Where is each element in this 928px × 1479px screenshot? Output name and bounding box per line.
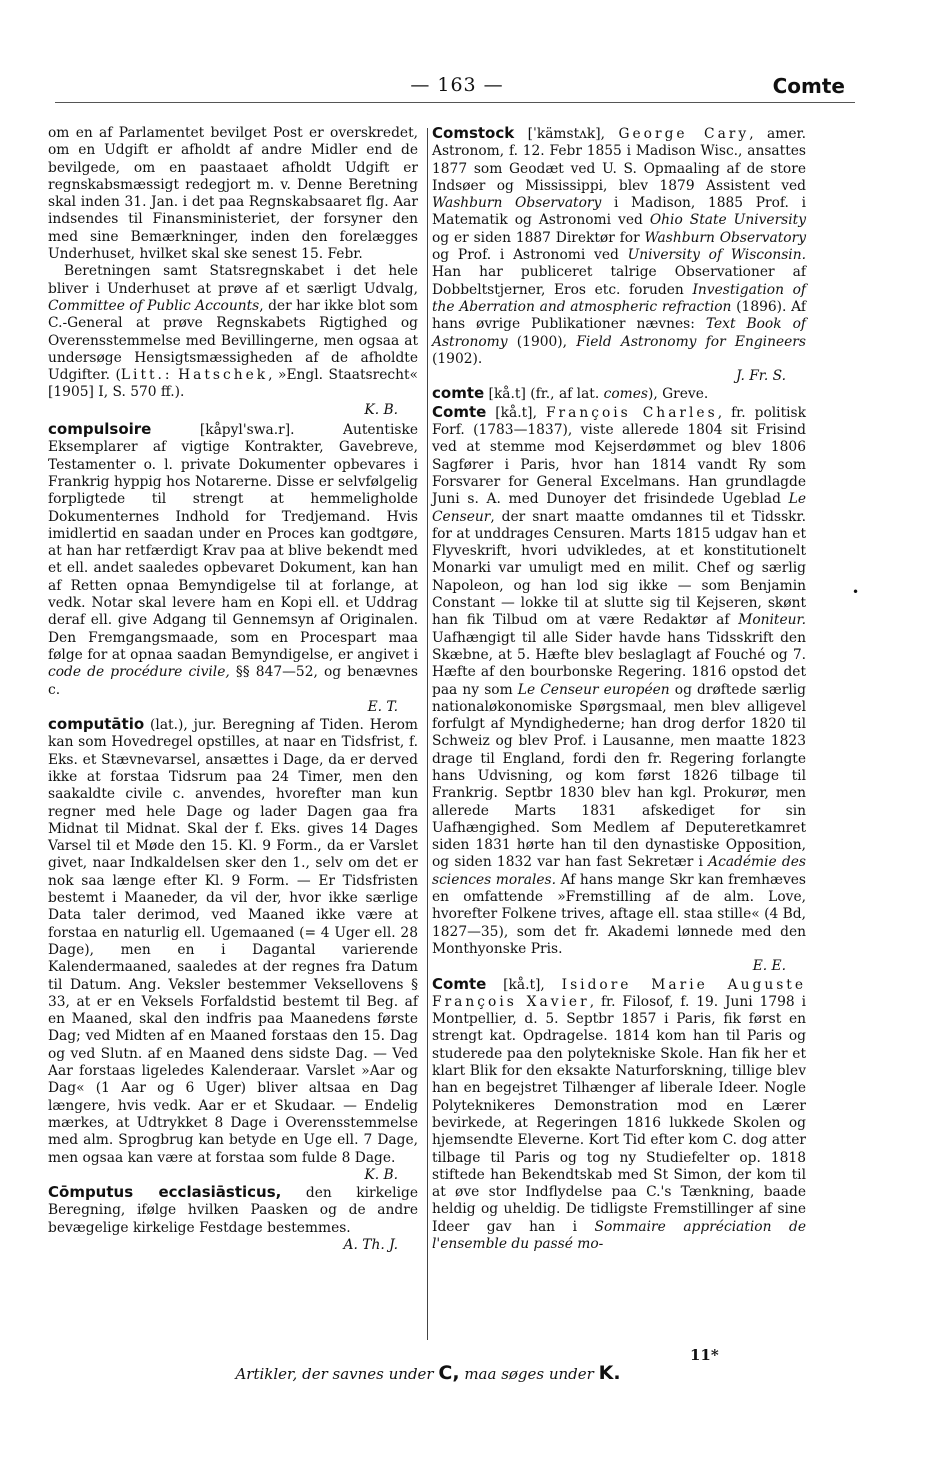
dictionary-entry (432, 404, 806, 976)
entry-text: Af hans mange Skr kan fremhæves en omfattende »Fremstilling af de alm. Love, hvorefter Folkene trives, aftage ell. staa stille« (4 Bd, 1827—35), som det fr. Akademi lønnede med den Monthyonske Pris. (432, 871, 806, 957)
headword: Cōmputus ecclasiāsticus, (48, 1183, 282, 1202)
paragraph-text: om en af Parlamentet bevilget Post er overskredet, om en Udgift er afholdt af andre Midler end de bevilgede, om en paastaaet afholdt Udgift er regnskabsmæssigt redegjort m. v. Denne Beretning skal inden 31. Jan. i det paa Regnskabsaaret flg. Aar indsendes til Finansministeriet, der forsyner den med sine Bemærkninger, inden den forelægges Underhuset, hvilket skal ske senest 15. Febr. (48, 125, 418, 263)
dictionary-entry (432, 976, 806, 1254)
author-signature: K. B. (364, 401, 398, 418)
entry-text: den kirkelige Beregning, ifølge hvilken Paasken og de andre bevægelige kirkelige Festdage bestemmes. (48, 1185, 418, 1236)
page-number: — 163 — (410, 74, 504, 96)
footer-text: maa søges under (459, 1365, 599, 1383)
paragraph-text: , der har ikke blot som C.-General at prøve Regnskabets Rigtighed og Overensstemmelse med Bevillingerne, men ogsaa at undersøge Hensigtsmæssigheden af de afholdte Udgifter. ( (48, 297, 418, 384)
entry-text: , fr. Filosof, f. 19. Juni 1798 i Montpellier, d. 5. Septbr 1857 i Paris, fik først en strengt kat. Opdragelse. 1814 kom han til Paris og studerede paa den polytekniske Skole. Han fik her et klart Blik for den eksakte Naturforskning, tillige blev han en begejstret Tilhænger af liberale Ideer. Nogle Polyteknikeres Demonstration mod en Lærer bevirkede, at Regeringen 1816 lukkede Skolen og hjemsendte Eleverne. Kort Tid efter kom C. dog atter tilbage til Paris og tog ny Studiefelter op. 1818 stiftede han Bekendtskab med St Simon, der kom til at øve stor Indflydelse paa C.'s Tænkning, baade heldig og uheldig. De tidligste Fremstillinger af sine Ideer gav han i (432, 993, 806, 1235)
footer-letter: C, (438, 1362, 460, 1384)
paragraph-text: , »Engl. Staatsrecht« [1905] I, S. 570 ff.). (48, 367, 418, 401)
entry-text: , amer. Astronom, f. 12. Febr 1855 i Madison Wisc., ansattes 1877 som Geodæt ved U. S. Opmaaling af de store Indsøer og Mississippi, blev 1879 Assistent ved (432, 126, 806, 194)
page-header (55, 66, 855, 103)
column-divider (427, 128, 428, 1340)
entry-text: Han har publiceret talrige Observationer af Dobbeltstjerner, Eros etc. foruden (432, 264, 806, 298)
italic-term: University of Wisconsin. (627, 247, 806, 264)
headword: computātio (48, 715, 145, 734)
author-signature: J. Fr. S. (736, 368, 786, 385)
italic-term: comes (603, 386, 648, 403)
paragraph-text: Beretningen samt Statsregnskabet i det hele bliver i Underhuset at prøve af et særligt Udvalg, (48, 263, 418, 297)
dictionary-entry (432, 125, 806, 385)
entry-text: (1900), (507, 333, 577, 350)
italic-term: Le Censeur (432, 491, 806, 525)
italic-term: Ohio State University (649, 212, 806, 229)
entry-text: [kå.t], (486, 404, 546, 421)
italic-term: Sommaire appréciation de l'ensemble du passé mo- (432, 1218, 806, 1252)
margin-mark: • (852, 585, 860, 599)
footer-text: Artikler, der savnes under (235, 1365, 439, 1383)
headword: Comte (432, 402, 487, 421)
entry-text: §§ 847—52, og benævnes c. (48, 664, 419, 698)
person-name: François Charles (545, 404, 718, 421)
author-name: Hatschek (178, 367, 269, 384)
dictionary-entry (48, 421, 418, 716)
author-signature: E. E. (752, 958, 786, 975)
italic-term: Field Astronomy for Engineers (576, 333, 806, 350)
italic-term: Washburn Observatory (644, 229, 806, 246)
entry-text: og drøftede særlig nationaløkonomiske Spørgsmaal, men blev alligevel forfulgt af Myndighederne; han drog derfor 1820 til Schweiz og blev Prof. i Lausanne, men maatte 1823 drage til England, fordi den fr. Regering forlangte hans Udvisning, og kom først 1826 tilbage til Frankrig. Septbr 1830 blev han kgl. Prokurør, men allerede Marts 1831 afskediget for sin Uafhængighed. Som Medlem af Deputeretkamret siden 1831 hørte han til den dynastiske Opposition, og siden 1832 var han fast Sekretær i (432, 681, 806, 871)
dictionary-entry (48, 1184, 418, 1254)
right-column (432, 125, 806, 1253)
entry-text: , der snart maatte omdannes til et Tidsskr. for at unddrages Censuren. Marts 1815 udgav han et Flyveskrift, hvori udvikledes, at et konstitutionelt Monarki var umuligt med en milit. Chef og særlig Napoleon, og han lod sig ikke — som Benjamin Constant — lokke til at slutte sig til Kejseren, skønt han fik Tilbud om at være Redaktør af (432, 508, 806, 629)
italic-term: Committee of Public Accounts (48, 297, 260, 314)
entry-text: , fr. politisk Forf. (1783—1837), viste allerede 1804 sit Frisind ved at stemme mod Kejserdømmet og blev 1806 Sagfører i Paris, hvor han 1814 vandt Ry som Forsvarer for General Excelmans. Han grundlagde Juni s. A. med Dunoyer det frisindede Ugeblad (432, 404, 806, 508)
footer-note (48, 1362, 808, 1384)
headword: comte (432, 384, 485, 403)
paragraph (48, 125, 418, 263)
italic-term: Text Book of Astronomy (432, 316, 806, 350)
headword: Comstock (432, 124, 515, 142)
italic-term: Le Censeur européen (517, 681, 670, 698)
entry-text: [ˈkämstʌk], (514, 126, 619, 142)
person-name: George Cary (618, 126, 750, 142)
italic-term: code de procédure civile, (48, 664, 230, 681)
entry-text: i Madison, 1885 Prof. i Matematik og Astronomi ved (432, 195, 806, 229)
entry-text: [kå.t], (486, 976, 562, 993)
entry-text: ), Greve. (648, 386, 709, 403)
entry-text: [kå.t] (fr., af lat. (484, 386, 604, 403)
author-signature: E. T. (367, 698, 398, 715)
entry-text: (1902). (432, 350, 483, 367)
author-signature: K. B. (364, 1166, 398, 1183)
italic-term: Académie des sciences morales. (432, 854, 806, 888)
footer-letter: K. (598, 1362, 621, 1384)
running-head: Comte (772, 74, 845, 98)
left-column (48, 125, 418, 1254)
headword: Comte (432, 974, 487, 993)
entry-text: (lat.), jur. Beregning af Tiden. Herom kan som Hovedregel opstilles, at naar en Tidsfrist, f. Eks. et Stævnevarsel, ansættes i Dage, da er derved ikke at forstaa Tidsrum paa 24 Timer, men den saakaldte civile c. anvendes, hvorefter man kun regner med hele Dage og lader Dagen gaa fra Midnat til Midnat. Skal der f. Eks. gives 14 Dages Varsel til et Møde den 15. Kl. 9 Form., da er Varslet givet, naar Indkaldelsen sker den 1., selv om det er nok saa længe efter Kl. 9 Form. — Er Tidsfristen bestemt i Maaneder, da vil der, hvor ikke særlige Data taler derimod, ved Maaned ikke være at forstaa en naturlig ell. Ugemaaned (= 4 Uger ell. 28 Dage), men en i Dagantal varierende Kalendermaaned, saaledes at der regnes fra Datum til Datum. Ang. Veksler bestemmer Veksellovens § 33, at er en Veksels Forfaldstid bestemt til Beg. af en Maaned, skal den indfris paa Maanedens første Dag; ved Midten af en Maaned forstaas den 15. Dag og ved Slutn. af en Maaned dens sidste Dag. — Ved Aar forstaas ligeledes Kalenderaar. Varslet »Aar og Dag« (1 Aar og 6 Uger) bliver altsaa en Dag længere, hvis vedk. Aar er et Skudaar. — Endelig mærkes, at Udtrykket 8 Dage i Overensstemmelse med alm. Sprogbrug kan betyde en Uge ell. 7 Dage, men ogsaa kan være at forstaa som fulde 8 Dage. (48, 717, 418, 1166)
italic-term: Moniteur. (738, 612, 806, 629)
italic-term: Washburn Observatory (432, 195, 602, 212)
spaced-text: Litt.: (120, 367, 173, 384)
entry-text: (1896). Af hans øvrige Publikationer nævnes: (432, 298, 806, 333)
entry-text: [kåpyl'swa.r]. Autentiske Eksemplarer af vigtige Kontrakter, Gavebreve, Testamenter o. l. private Dokumenter opbevares i Frankrig hyppig hos Notarerne. Disse er selvfølgelig forpligtede til strengt at hemmeligholde Dokumenternes Indhold for Tredjemand. Hvis imidlertid en saadan under en Proces kan godtgøre, at han har retfærdigt Krav paa at blive bekendt med et ell. andet saaledes opbevaret Dokument, kan han af Retten opnaa Bemyndigelse til at forlange, at vedk. Notar skal levere ham en Kopi ell. et Uddrag deraf ell. give Adgang til Gennemsyn af Originalen. Den Fremgangsmaade, som en Procespart maa følge for at opnaa saadan Bemyndigelse, er angivet i (48, 422, 418, 663)
entry-text: og Prof. i Astronomi ved (432, 247, 628, 264)
entry-text: og er siden 1887 Direktør for (432, 229, 645, 246)
headword: compulsoire (48, 420, 152, 439)
dictionary-entry (432, 385, 806, 403)
author-signature: A. Th. J. (343, 1237, 398, 1253)
page-signature: 11* (690, 1346, 719, 1364)
paragraph (48, 263, 418, 419)
dictionary-entry (48, 716, 418, 1184)
italic-term: Investigation of the Aberration and atmospheric refraction (432, 281, 807, 315)
person-name: Isidore Marie Auguste François Xavier (432, 976, 806, 1010)
entry-text: Uafhængigt til alle Sider havde hans Tidsskrift den Skæbne, at 5. Hæfte blev beslaglagt af Fouché og 7. Hæfte af den bourbonske Regering. 1816 opstod det paa ny som (432, 629, 806, 698)
